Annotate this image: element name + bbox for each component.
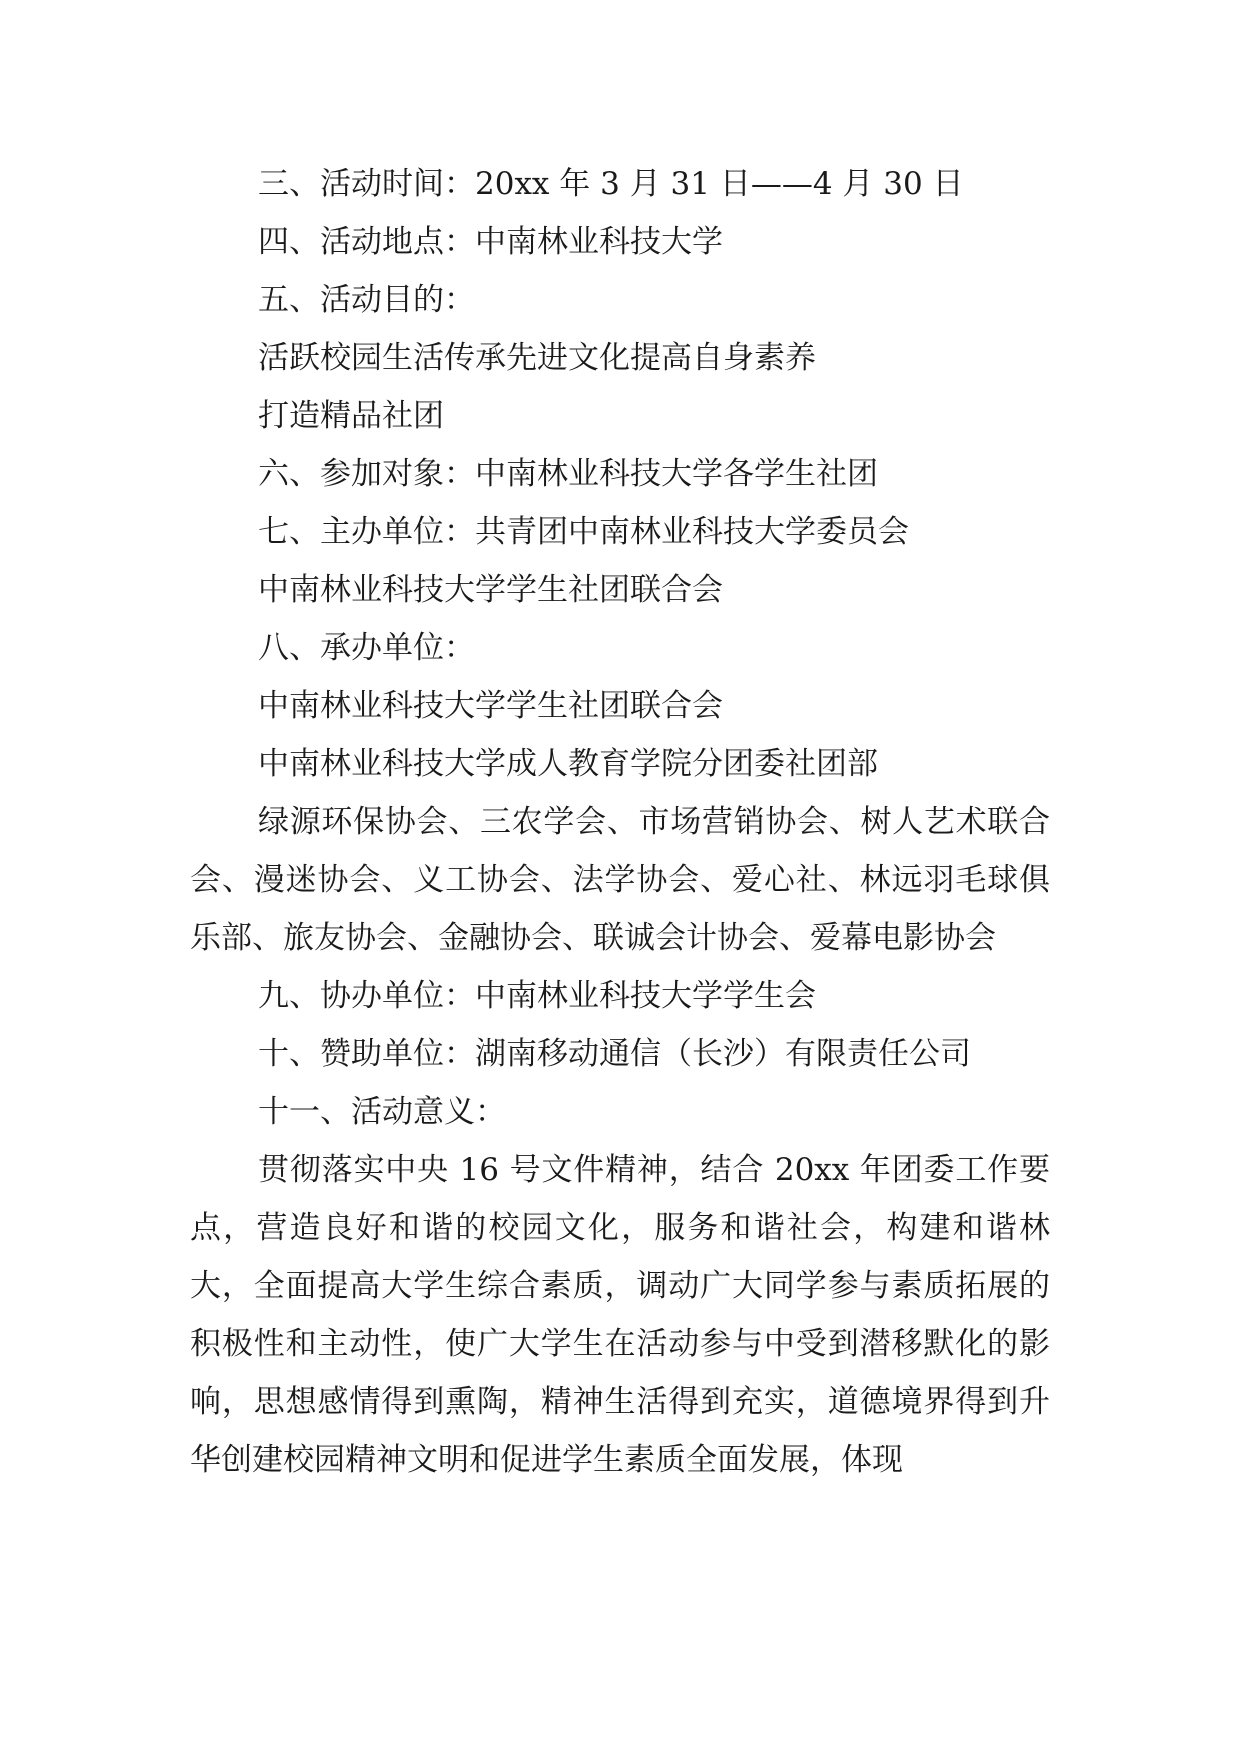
organizer-heading: 八、承办单位： — [258, 630, 475, 666]
sponsor-line: 十、赞助单位：湖南移动通信（长沙）有限责任公司 — [258, 1036, 971, 1072]
activity-place-line: 四、活动地点：中南林业科技大学 — [258, 224, 723, 260]
activity-purpose-line-2: 打造精品社团 — [258, 398, 444, 434]
significance-paragraph: 贯彻落实中央 16 号文件精神，结合 20xx 年团委工作要点，营造良好和谐的校园文化，服务和谐社会，构建和谐林大，全面提高大学生综合素质，调动广大同学参与素质拓展的积极性和主动性，使广大学生在活动参与中受到潜移默化的影响，思想感情得到熏陶，精神生活得到充实，道德境界得到升华创建校园精神文明和促进学生素质全面发展，体现 — [190, 1152, 1050, 1478]
participants-line: 六、参加对象：中南林业科技大学各学生社团 — [258, 456, 878, 492]
organizer-clubs-paragraph: 绿源环保协会、三农学会、市场营销协会、树人艺术联合会、漫迷协会、义工协会、法学协会、爱心社、林远羽毛球俱乐部、旅友协会、金融协会、联诚会计协会、爱幕电影协会 — [190, 804, 1050, 956]
document-body — [190, 155, 1050, 1489]
significance-heading: 十一、活动意义： — [258, 1094, 506, 1130]
organizer-line-1: 中南林业科技大学学生社团联合会 — [258, 688, 723, 724]
host-line-2: 中南林业科技大学学生社团联合会 — [258, 572, 723, 608]
activity-purpose-line-1: 活跃校园生活传承先进文化提高自身素养 — [258, 340, 816, 376]
co-organizer-line: 九、协办单位：中南林业科技大学学生会 — [258, 978, 816, 1014]
host-line-1: 七、主办单位：共青团中南林业科技大学委员会 — [258, 514, 909, 550]
activity-time-line: 三、活动时间：20xx 年 3 月 31 日——4 月 30 日 — [258, 166, 964, 202]
organizer-line-2: 中南林业科技大学成人教育学院分团委社团部 — [258, 746, 878, 782]
activity-purpose-heading: 五、活动目的： — [258, 282, 475, 318]
